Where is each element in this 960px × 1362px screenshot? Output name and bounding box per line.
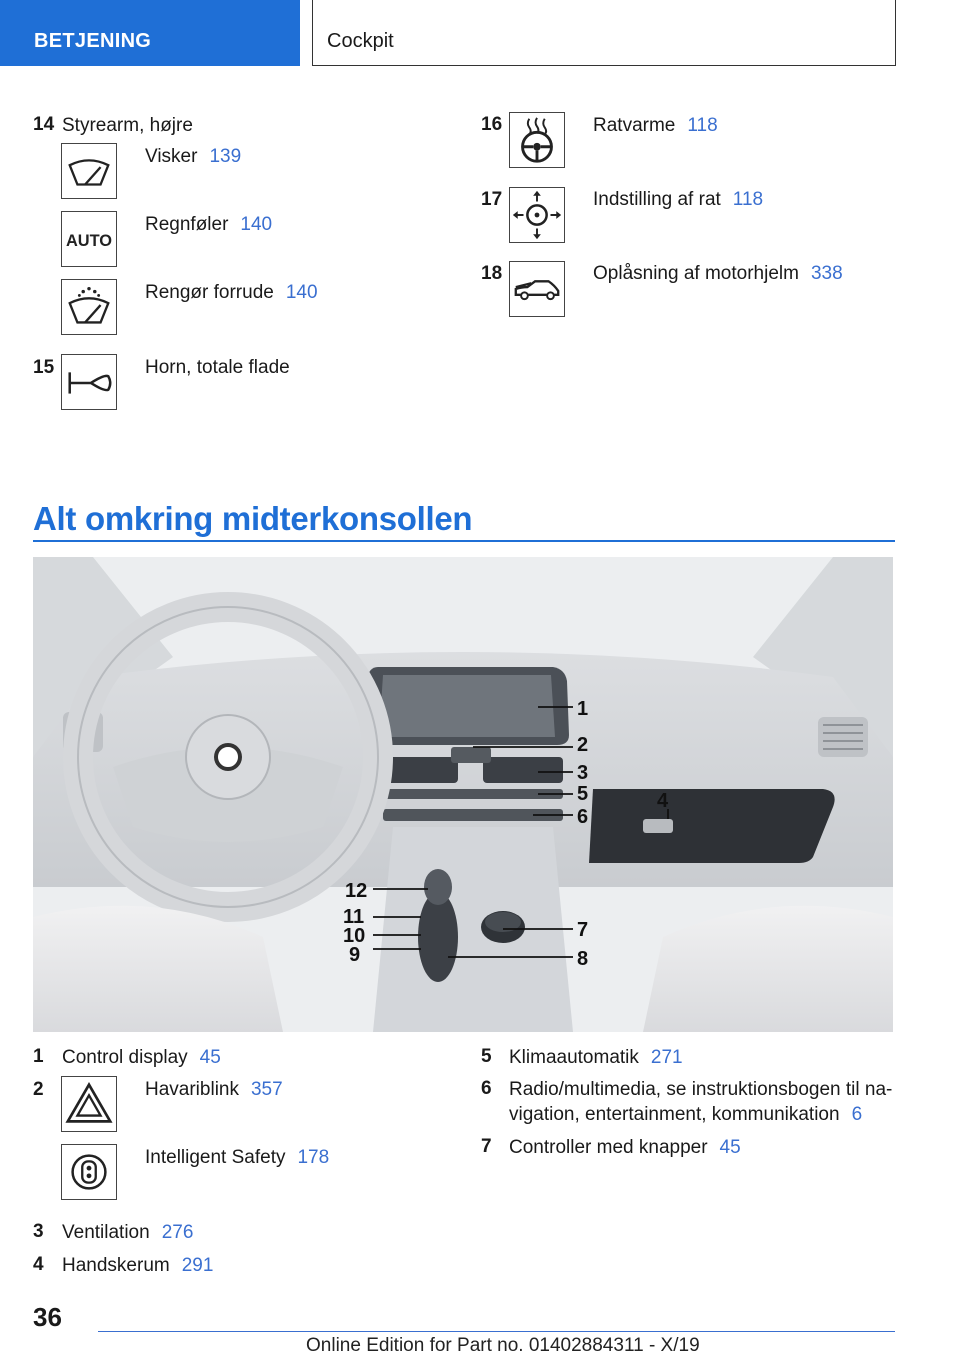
item-label: Ventilation — [62, 1222, 150, 1243]
item-label: vigation, entertainment, kommunikation — [509, 1104, 840, 1125]
wiper-icon — [61, 143, 117, 199]
page-ref-link[interactable]: 178 — [297, 1147, 330, 1168]
page-ref-link[interactable]: 357 — [250, 1079, 283, 1100]
auto-rain-sensor-icon — [61, 211, 117, 267]
item-number: 1 — [33, 1046, 44, 1067]
item-label: Styrearm, højre — [62, 115, 193, 136]
hazard-icon — [61, 1076, 117, 1132]
page-header — [0, 0, 960, 66]
heading-rule — [33, 540, 895, 542]
horn-icon — [61, 354, 117, 410]
item-number: 15 — [33, 357, 55, 378]
page-ref-link[interactable]: 140 — [240, 214, 273, 235]
callout-9: 9 — [349, 944, 361, 966]
svg-text:AUTO: AUTO — [65, 231, 113, 250]
page-ref-link[interactable]: 118 — [687, 115, 718, 136]
callout-1: 1 — [577, 698, 589, 720]
callout-6: 6 — [577, 806, 589, 828]
item-label: Indstilling af rat — [593, 189, 721, 210]
callout-12: 12 — [345, 880, 368, 902]
regnfoler-entry — [145, 213, 272, 237]
item-number: 14 — [33, 114, 55, 135]
radio-entry-line1: Radio/multimedia, se instruktionsbogen til na- — [509, 1079, 893, 1100]
hood-release-icon — [509, 261, 565, 317]
callout-11: 11 — [343, 906, 365, 928]
item-label: Intelligent Safety — [145, 1147, 286, 1168]
page-ref-link[interactable]: 338 — [810, 263, 843, 284]
handskerum-entry — [62, 1254, 213, 1278]
motorhjelm-entry — [593, 262, 843, 286]
page-ref-link[interactable]: 139 — [209, 146, 242, 167]
visker-entry — [145, 145, 241, 169]
klima-entry — [509, 1046, 683, 1070]
ventilation-entry — [62, 1221, 193, 1245]
page-ref-link[interactable]: 291 — [181, 1255, 214, 1276]
footer-rule — [98, 1331, 895, 1332]
steering-heat-icon — [509, 112, 565, 168]
edition-footer: Online Edition for Part no. 01402884311 - X/19 — [306, 1335, 700, 1356]
ratvarme-entry — [593, 114, 718, 138]
item-number: 16 — [481, 114, 503, 135]
item-number: 17 — [481, 189, 503, 210]
item-number: 18 — [481, 263, 503, 284]
item-number: 4 — [33, 1254, 44, 1275]
item-number: 2 — [33, 1079, 44, 1100]
steering-adjust-icon — [509, 187, 565, 243]
item-label: Controller med knapper — [509, 1137, 708, 1158]
page-ref-link[interactable]: 45 — [719, 1137, 741, 1158]
intelligent-safety-icon — [61, 1144, 117, 1200]
item-number: 6 — [481, 1078, 492, 1099]
page-ref-link[interactable]: 118 — [732, 189, 764, 210]
item-number: 3 — [33, 1221, 44, 1242]
center-console-photo — [33, 557, 893, 1032]
radio-entry-line2 — [509, 1103, 862, 1127]
chapter-title: Cockpit — [312, 0, 896, 66]
callout-8: 8 — [577, 948, 589, 970]
callout-7: 7 — [577, 919, 589, 941]
callout-2: 2 — [577, 734, 589, 756]
page-ref-link[interactable]: 140 — [285, 282, 318, 303]
page-ref-link[interactable]: 6 — [851, 1104, 863, 1125]
item-label: Havariblink — [145, 1079, 239, 1100]
control-display-entry — [62, 1046, 221, 1070]
item-label: Control display — [62, 1047, 188, 1068]
section-tab[interactable]: BETJENING — [0, 0, 300, 66]
section-heading: Alt omkring midterkonsollen — [33, 500, 473, 537]
item-number: 5 — [481, 1046, 492, 1067]
controller-entry — [509, 1136, 741, 1160]
page-ref-link[interactable]: 276 — [161, 1222, 194, 1243]
safety-entry — [145, 1146, 329, 1170]
havariblink-entry — [145, 1078, 283, 1102]
item-number: 7 — [481, 1136, 492, 1157]
item-label: Handskerum — [62, 1255, 170, 1276]
item-label: Regnføler — [145, 214, 229, 235]
item-label: Horn, totale flade — [145, 357, 290, 378]
callout-10: 10 — [343, 925, 366, 947]
page-number: 36 — [33, 1302, 62, 1332]
page-ref-link[interactable]: 45 — [199, 1047, 221, 1068]
callout-4: 4 — [657, 790, 669, 812]
item-label: Oplåsning af motorhjelm — [593, 263, 799, 284]
item-label: Rengør forrude — [145, 282, 274, 303]
rengor-entry — [145, 281, 318, 305]
page-ref-link[interactable]: 271 — [650, 1047, 683, 1068]
rat-entry — [593, 188, 763, 212]
callout-5: 5 — [577, 783, 589, 805]
callout-3: 3 — [577, 762, 589, 784]
item-label: Ratvarme — [593, 115, 676, 136]
washer-icon — [61, 279, 117, 335]
item-label: Klimaautomatik — [509, 1047, 639, 1068]
item-label: Visker — [145, 146, 198, 167]
